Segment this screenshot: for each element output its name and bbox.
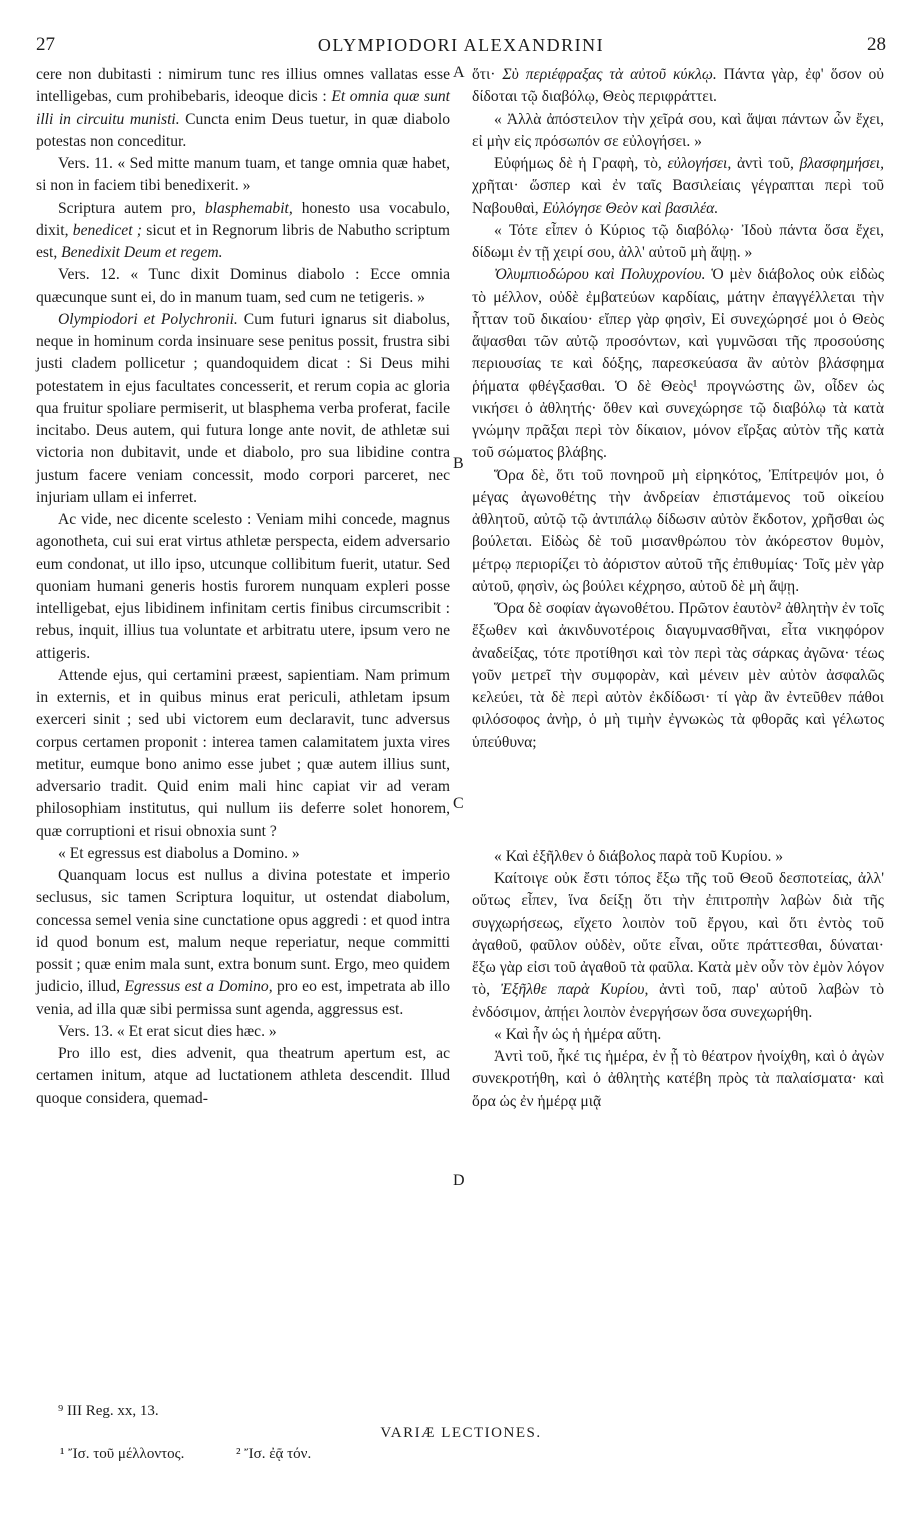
greek-paragraph: Εὐφήμως δὲ ἡ Γραφὴ, τὸ, εὐλογήσει, ἀντὶ τοῦ, βλασφημήσει, χρῆται· ὥσπερ καὶ ἐν ταῖς Βασιλείαις γέγραπται περὶ τοῦ Ναβουθαὶ, Εὐλόγησε Θεὸν καὶ βασιλέα. (472, 155, 884, 217)
greek-lemma: « Καὶ ἐξῆλθεν ὁ διάβολος παρὰ τοῦ Κυρίου. » (494, 847, 784, 865)
latin-column (36, 64, 450, 1110)
greek-paragraph: Ὀλυμπιοδώρου καὶ Πολυχρονίου. Ὁ μὲν διάβολος οὐκ εἰδὼς τὸ μέλλον, οὐδὲ ἐμβατεύων καρδίαις, μάτην ἐπαγγέλλεται τὴν ἧτταν τοῦ δικαίου· εἴπερ γὰρ φησὶν, Εἰ συνεχώρησέ μοι ὁ Θεὸς ἅψασθαι τῶν αὐτῷ προσόντων, καὶ γυμνῶσαι τῆς προσούσης περιουσίας τε καὶ δόξης, παρεσκεύασα ἂν αὐτὸν βλάσφημα ῥήματα φθέγξασθαι. Ὁ δὲ Θεὸς¹ προγνώστης ὢν, οἶδεν ὡς νικήσει ὁ ἀθλητής· ὅθεν καὶ συνεχώρησε τῷ διαβόλῳ τὰ κατὰ γνώμην πρᾶξαι περὶ τὸν δίκαιον, μόνον εἴρξας αὐτὸν τῆς κατὰ τοῦ σώματος βλάβης. (472, 266, 885, 462)
latin-verse-12: Vers. 12. « Tunc dixit Dominus diabolo : Ecce omnia quæcunque sunt ei, do in manum tuam, sed cum ne tetigeris. » (36, 266, 450, 306)
latin-paragraph: Scriptura autem pro, blasphemabit, honesto usa vocabulo, dixit, benedicet ; sicut et in Regnorum libris de Nabutho scriptum est, Benedixit Deum et regem. (36, 199, 450, 261)
greek-paragraph: ὅτι· Σὺ περιέφραξας τὰ αὐτοῦ κύκλῳ. Πάντα γὰρ, ἐφ' ὅσον οὐ δίδοται τῷ διαβόλῳ, Θεὸς περιφράττει. (472, 66, 885, 106)
latin-lemma: « Et egressus est diabolus a Domino. » (58, 844, 300, 862)
greek-verse-11: « Ἀλλὰ ἀπόστειλον τὴν χεῖρά σου, καὶ ἅψαι πάντων ὧν ἔχει, εἰ μὴν εἰς πρόσωπόν σε εὐλογήσει. » (472, 110, 884, 150)
page-number-right: 28 (867, 34, 886, 55)
page-number-left: 27 (36, 34, 55, 55)
greek-column (472, 64, 884, 1113)
greek-paragraph: Καίτοιγε οὐκ ἔστι τόπος ἔξω τῆς τοῦ Θεοῦ δεσποτείας, ἀλλ' οὕτως εἶπεν, ἵνα δείξῃ ὅτι τὴν ἐπιτροπὴν λαβὼν διὰ τῆς συγχωρήσεως, εἴχετο λοιπὸν τοῦ ἔργου, καὶ ὅτι ἐντὸς τοῦ ἀγαθοῦ, φαῦλον οὐδὲν, οὔτε εἶναι, οὔτε πράττεσθαι, δύναται· ἔξω γὰρ εἰσι τοῦ ἀγαθοῦ τὰ φαῦλα. Κατὰ μὲν οὖν τὸν ἐμὸν λόγον τὸ, Ἐξῆλθε παρὰ Κυρίου, ἀντὶ τοῦ, παρ' αὐτοῦ λαβὼν τὸ ἐνδόσιμον, ἀπῄει λοιπὸν ἐνεργήσων ὅσα συνεχωρήθη. (472, 870, 884, 1021)
margin-marker-a: A (453, 64, 465, 81)
greek-paragraph: Ἀντὶ τοῦ, ἧκέ τις ἡμέρα, ἐν ᾗ τὸ θέατρον ἠνοίχθη, καὶ ὁ ἀγὼν συνεκροτήθη, καὶ ὁ ἀθλητὴς κατέβη πρὸς τὰ παλαίσματα· καὶ ὅρα ὡς ἐν ἡμέρᾳ μιᾷ (472, 1048, 884, 1110)
variant-reading-1: ¹ Ἴσ. τοῦ μέλλοντος. (60, 1446, 185, 1462)
greek-paragraph: Ὅρα δὲ, ὅτι τοῦ πονηροῦ μὴ εἰρηκότος, Ἐπίτρεψόν μοι, ὁ μέγας ἀγωνοθέτης τὴν ἀνδρείαν ἐπιστάμενος τοῦ οἰκείου ἀθλητοῦ, αὐτῷ τῷ ἀντιπάλῳ δίδωσιν αὐτὸν ἔκδοτον, χρῆσθαι ὡς βούλεται. Εἰδὼς δὲ τοῦ μισανθρώπου τὸν ἀκόρεστον θυμὸν, μέτρῳ περιορίζει τὸ ἀόριστον αὐτοῦ τῆς ἐπιθυμίας· Τοῖς μὲν γὰρ αὐτοῦ, φησὶν, ὡς βούλει κέχρησο, αὐτοῦ δὲ μὴ ἅψῃ. (472, 466, 884, 595)
margin-marker-d: D (453, 1172, 465, 1189)
latin-verse-13: Vers. 13. « Et erat sicut dies hæc. » (58, 1022, 277, 1040)
latin-verse-11: Vers. 11. « Sed mitte manum tuam, et tange omnia quæ habet, si non in faciem tibi benedixerit. » (36, 155, 450, 195)
latin-paragraph: cere non dubitasti : nimirum tunc res illius omnes vallatas esse intelligebas, cum prohibebaris, ideoque dicis : Et omnia quæ sunt illi in circuitu munisti. Cuncta enim Deus tuetur, in quæ diabolo potestas non conceditur. (36, 66, 451, 150)
latin-paragraph: Olympiodori et Polychronii. Cum futuri ignarus sit diabolus, neque in hominum corda insinuare sese penitus possit, frustra sibi justi cladem pollicetur ; quandoquidem dicat : Si Deus mihi potestatem in ejus facultates concesserit, et rerum copia ac gloria qua fruitur spoliare permiserit, ut blasphema verba proferat, facile incitabo. Deus autem, qui futura longe ante novit, de athletæ sui victoria non dubitavit, unde et diabolo, pro sua libidine contra justum facere veniam concessit, modo corpori parceret, nec injuriam ullam ei inferret. (36, 310, 450, 506)
greek-verse-12: « Τότε εἶπεν ὁ Κύριος τῷ διαβόλῳ· Ἰδοὺ πάντα ὅσα ἔχει, δίδωμι ἐν τῇ χειρί σου, ἀλλ' αὐτοῦ μὴ ἅψῃ. » (472, 221, 884, 261)
greek-paragraph: Ὅρα δὲ σοφίαν ἀγωνοθέτου. Πρῶτον ἑαυτὸν² ἀθλητὴν ἐν τοῖς ἔξωθεν καὶ ἀκινδυνοτέροις διαγυμνασθῆναι, εἶτα νικηφόρον ἀναδείξας, τότε προτίθησι καὶ τὸν περὶ τὰς σάρκας ἀγῶνα· τέως γοῦν μετρεῖ τὴν συμφορὰν, καὶ μένειν μὲν αὐτὸν ἀσφαλῶς κελεύει, τὰ δὲ περὶ αὐτὸν ἐκδίδωσι· τί γὰρ ἂν ἐντεῦθεν πάθοι φιλόσοφος ἀνὴρ, ὁ μὴ τιμὴν ἐγνωκὼς τὰ φθορᾶς καὶ γέλωτος ὑπεύθυνα; (472, 600, 884, 751)
footnote-reference: ⁹ III Reg. xx, 13. (58, 1403, 159, 1419)
margin-marker-c: C (453, 795, 464, 812)
running-header (36, 34, 886, 60)
latin-paragraph: Attende ejus, qui certamini præest, sapientiam. Nam primum in externis, et in quibus minus erat periculi, athletam ipsum exerceri sinit ; sed ubi victorem eum declaravit, tunc adversus corpus certamen proponit : interea tamen calamitatem juxta vires metitur, eumque bono animo esse jubet ; quæ autem illius sunt, adversario tradit. Quid enim mali hinc capiat vir ad veram philosophiam institutus, qui nullum iis deferre solet honorem, quæ corruptioni et risui obnoxia sunt ? (36, 666, 450, 840)
greek-verse-13: « Καὶ ἦν ὡς ἡ ἡμέρα αὕτη. (494, 1025, 662, 1043)
margin-marker-b: B (453, 455, 464, 472)
running-title: OLYMPIODORI ALEXANDRINI (317, 35, 605, 55)
latin-paragraph: Pro illo est, dies advenit, qua theatrum apertum est, ac certamen initum, atque ad luctationem athleta descendit. Illud quoque considera, quemad- (36, 1045, 450, 1107)
latin-paragraph: Quanquam locus est nullus a divina potestate et imperio seclusus, sic tamen Scriptura loquitur, ut ostendat diabolum, concessa semel venia sine cunctatione opus aggredi : et quod intra id quod bonum est, malum neque reperiatur, neque committi possit ; quæ enim mala sunt, extra bonum sunt. Ergo, meo quidem judicio, illud, Egressus est a Domino, pro eo est, impetrata ab illo venia, ad illa quæ sibi permissa sunt agenda, aggressus est. (36, 867, 450, 1018)
variae-lectiones-heading: VARIÆ LECTIONES. (380, 1425, 542, 1441)
latin-paragraph: Ac vide, nec dicente scelesto : Veniam mihi concede, magnus agonotheta, cui sui erat virtus athletæ perspecta, eidem adversario eum condonat, ut illo ipso, utcunque collibitum fuerit, utatur. Sed quoniam humani generis hostis furorem nunquam expleri posse intelligebat, ejus libidinem infinitam certis finibus circumscribit : rebus, inquit, illius tua voluntate et arbitratu utere, ipsum vero ne attigeris. (36, 511, 450, 662)
variant-reading-2: ² Ἴσ. ἐᾷ τόν. (236, 1446, 312, 1462)
